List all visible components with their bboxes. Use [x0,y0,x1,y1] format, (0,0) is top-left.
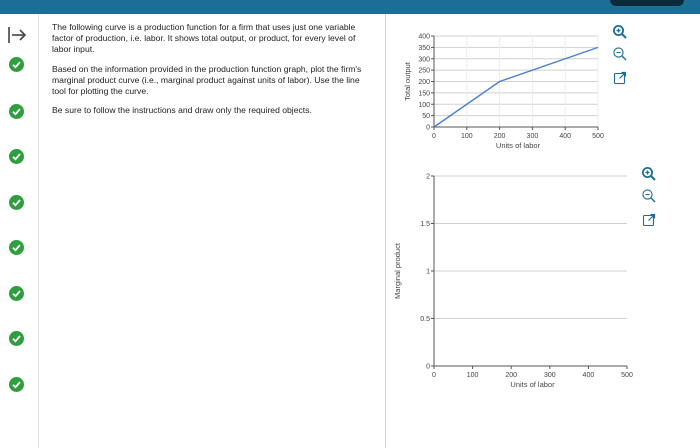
tp-y-tick-label: 250 [418,67,430,75]
mp-y-axis-label: Marginal product [393,243,402,299]
tp-x-axis-label: Units of labor [495,141,541,150]
tp-y-tick-label: 150 [418,90,430,98]
mp-y-tick-label: 2 [426,173,430,181]
mp-x-tick-label: 100 [466,372,479,379]
zoom-out-icon[interactable] [641,188,657,204]
zoom-in-icon[interactable] [612,24,628,40]
tp-y-tick-label: 400 [418,33,430,41]
question-paragraph-3: Be sure to follow the instructions and draw only the required objects. [52,105,312,116]
mp-y-tick-label: 0.5 [420,316,430,323]
tp-y-tick-label: 200 [418,79,430,86]
zoom-out-icon[interactable] [612,46,628,62]
tp-y-tick-label: 0 [426,124,430,132]
mp-y-tick-label: 1 [426,268,430,276]
zoom-in-icon[interactable] [641,166,657,182]
mp-y-tick-label: 1.5 [420,221,430,228]
question-paragraph-1: The following curve is a production function for a firm that uses just one variable factor of production, i.e. labor. It shows total output, or product, for every level of labor input. [52,22,356,55]
mp-x-tick-label: 300 [543,372,556,379]
tp-x-tick-label: 500 [592,133,604,140]
tp-series-line [434,47,598,127]
pop-out-icon[interactable] [641,212,657,228]
question-paragraph-2: Based on the information provided in the production function graph, plot the firm's marginal product curve (i.e., marginal product against units of labor). Use the line tool for plotting the curve. [52,63,362,97]
pop-out-icon[interactable] [612,70,628,86]
mp-x-tick-label: 200 [505,372,518,379]
tp-y-tick-label: 350 [418,44,430,52]
tp-x-tick-label: 300 [526,133,539,140]
mp-x-tick-label: 500 [621,372,633,379]
tp-y-axis-label: Total output [403,62,412,101]
tp-x-tick-label: 200 [493,133,506,140]
tp-y-tick-label: 100 [418,101,430,109]
tp-x-tick-label: 400 [559,133,572,140]
mp-x-tick-label: 0 [432,372,436,379]
tp-y-tick-label: 300 [418,56,430,64]
mp-y-tick-label: 0 [426,363,430,371]
tp-y-tick-label: 50 [422,113,430,121]
tp-x-tick-label: 100 [460,133,473,140]
mp-x-tick-label: 400 [582,372,595,379]
tp-x-tick-label: 0 [432,133,436,140]
mp-x-axis-label: Units of labor [510,380,555,389]
